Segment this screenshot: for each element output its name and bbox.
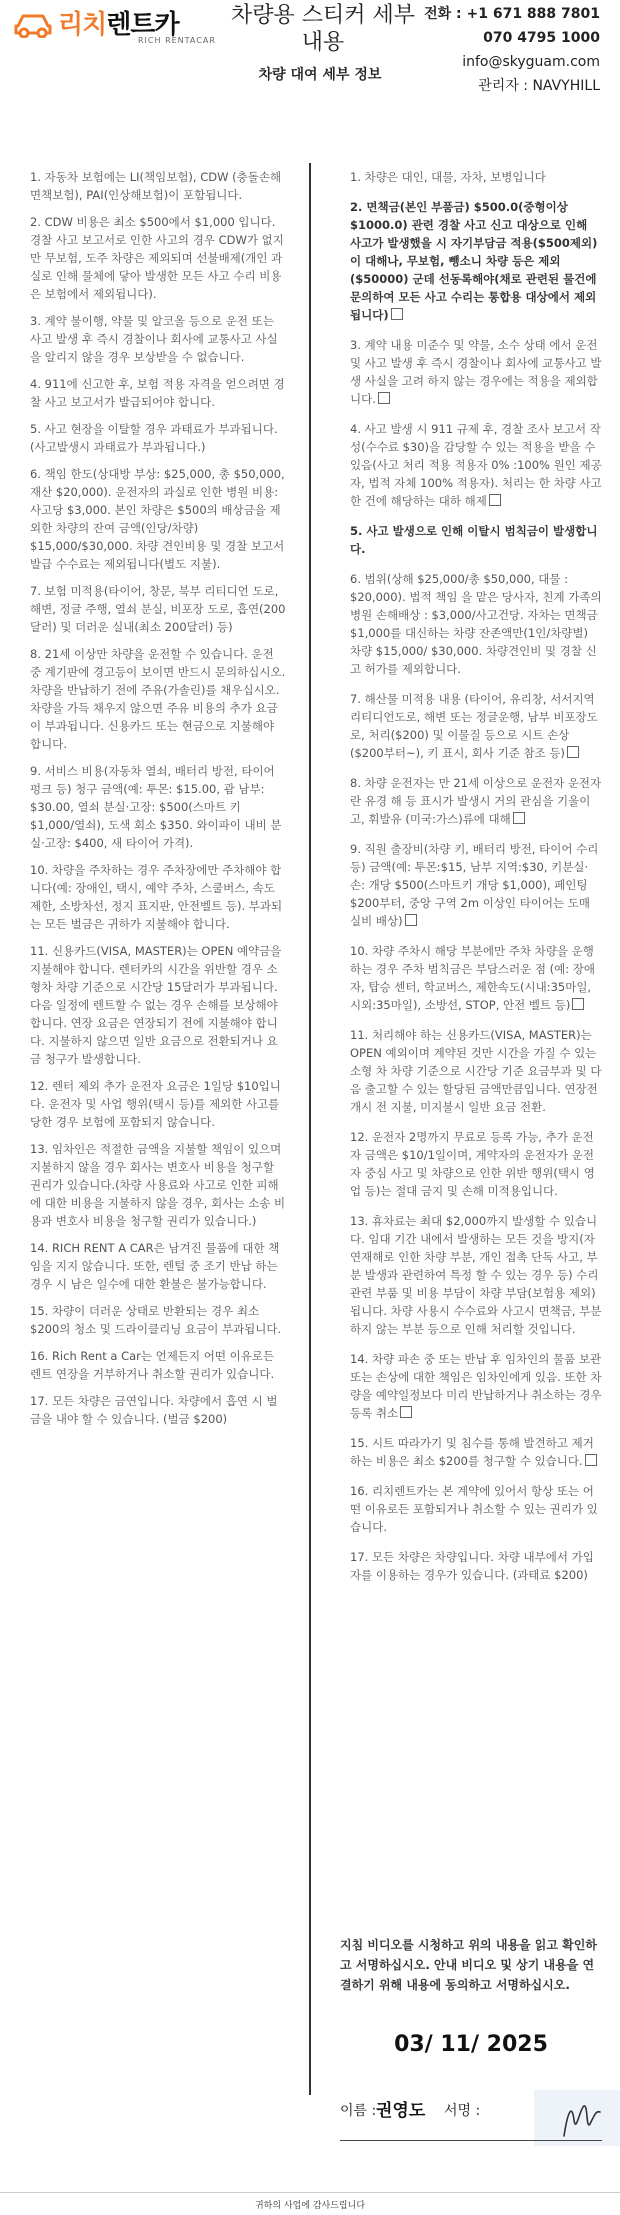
column-divider <box>309 163 311 2095</box>
footer-thanks: 귀하의 사업에 감사드립니다 <box>254 2201 366 2211</box>
checkbox[interactable] <box>489 494 501 506</box>
left-term: 15. 차량이 더러운 상태로 반환되는 경우 최소 $200의 청소 및 드라이클리닝 요금이 부과됩니다. <box>30 1304 282 1336</box>
name-label: 이름 : <box>340 2103 377 2119</box>
manager-label: 관리자 : NAVYHILL <box>478 78 600 94</box>
phone-number-secondary: 070 4795 1000 <box>483 30 600 46</box>
left-term: 10. 차량을 주차하는 경우 주차장에만 주차해야 합니다(예: 장애인, 택시, 예약 주차, 스쿨버스, 속도 제한, 소방차선, 정지 표지판, 안전벨트 등). 부과되는 모든 벌금은 귀하가 지불해야 합니다. <box>30 863 283 931</box>
checkbox[interactable] <box>400 1406 412 1418</box>
logo-subtext: RICH RENTACAR <box>138 36 216 45</box>
checkbox[interactable] <box>567 746 579 758</box>
left-term: 6. 책임 한도(상대방 부상: $25,000, 총 $50,000, 재산 $20,000). 운전자의 과실로 인한 병원 비용: 사고당 $3,000. 본인 차량은 $500의 배상금을 제외한 차량의 잔여 금액(인당/차량) $15,000/$30,000. 차량 견인비용 및 경찰 보고서 발급 수수료는 제외됩니다(별도 지불). <box>30 467 285 571</box>
terms-right-column <box>350 168 602 1596</box>
right-term: 3. 계약 내용 미준수 및 약물, 소수 상태 에서 운전 및 사고 발생 후 즉시 경찰이나 회사에 교통사고 발생 사실을 고려 하지 않는 경우에는 적용을 제외합니다. <box>350 338 602 406</box>
left-term: 1. 자동차 보험에는 LI(책임보험), CDW (충돌손해면책보험), PAI(인상해보험)이 포함됩니다. <box>30 170 282 202</box>
left-term: 12. 렌터 제외 추가 운전자 요금은 1일당 $10입니다. 운전자 및 사업 행위(택시 등)를 제외한 사고를 당한 경우 보험에 포함되지 않습니다. <box>30 1079 281 1129</box>
document-title: 차량용 스티커 세부 내용 <box>230 3 415 55</box>
left-term: 8. 21세 이상만 차량을 운전할 수 있습니다. 운전 중 계기판에 경고등이 보이면 반드시 문의하십시오. 차량을 반납하기 전에 주유(가솔린)를 채우십시오. 차량을 가득 채우지 않으면 주유 비용의 추가 요금이 부과됩니다. 신용카드 또는 현금으로 지불해야 합니다. <box>30 647 286 751</box>
right-term: 1. 차량은 대인, 대물, 자차, 보병입니다 <box>350 170 546 184</box>
left-term: 17. 모든 차량은 금연입니다. 차량에서 흡연 시 벌금을 내야 할 수 있습니다. (벌금 $200) <box>30 1394 278 1426</box>
checkbox[interactable] <box>572 998 584 1010</box>
document-subtitle: 차량 대여 세부 정보 <box>258 67 382 83</box>
signature-section <box>340 2090 620 2150</box>
document-header <box>0 0 620 94</box>
left-term: 11. 신용카드(VISA, MASTER)는 OPEN 예약금을 지불해야 합니다. 렌터카의 시간을 위반할 경우 소형차 차량 기준으로 시간당 15달러가 부과됩니다. 다음 일정에 렌트할 수 없는 경우 손해를 보상해야 합니다. 연장 요금은 연장되기 전에 지불해야 합니다. 지불하지 않으면 일반 요금으로 전환되거나 요금 청구가 발생합니다. <box>30 944 282 1066</box>
right-term: 11. 처리해야 하는 신용카드(VISA, MASTER)는 OPEN 예외이며 계약된 것만 시간을 가질 수 있는 소형 차 차량 기준으로 시간당 기준 요금부과 및 다음 출고할 수 있는 할당된 금액만큼입니다. 연장전 개시 전 지불, 미지불시 일반 요금 전환. <box>350 1028 602 1114</box>
footer-divider <box>0 2192 620 2193</box>
right-term: 10. 차량 주차시 해당 부분에만 주차 차량을 운행하는 경우 주차 범칙금은 부담스러운 점 (예: 장애자, 탑승 센터, 학교버스, 제한속도(시내:35마일, 시외:35마일), 소방선, STOP, 안전 벨트 등) <box>350 944 596 1012</box>
left-term: 14. RICH RENT A CAR은 남겨진 물품에 대한 책임을 지지 않습니다. 또한, 렌털 중 조기 반납 하는 경우 시 남은 일수에 대한 환불은 불가능합니다. <box>30 1241 280 1291</box>
right-term: 14. 차량 파손 중 또는 반납 후 임차인의 물품 보관 또는 손상에 대한 책임은 임차인에게 있음. 또한 차량을 예약일정보다 미리 반납하거나 취소하는 경우 등록 취소 <box>350 1352 602 1420</box>
signing-notice: 지침 비디오를 시청하고 위의 내용을 읽고 확인하고 서명하십시오. 안내 비디오 및 상기 내용을 연결하기 위해 내용에 동의하고 서명하십시오. <box>340 1938 597 1992</box>
terms-left-column <box>30 168 288 1437</box>
right-term: 5. 사고 발생으로 인해 이탈시 범칙금이 발생합니다. <box>350 524 598 556</box>
signing-date: 03/ 11/ 2025 <box>394 2032 548 2057</box>
right-term: 6. 범위(상해 $25,000/총 $50,000, 대물 : $20,000). 법적 책임 을 맡은 당사자, 친계 가족의 병원 손해배상 : $3,000/사고건당. 자차는 면책금 $1,000를 대신하는 차량 잔존액만(1인/차량별) 차량 $15,000/ $30,000. 차량견인비 및 경찰 신고 허가를 제외합니다. <box>350 572 602 676</box>
right-term: 15. 시트 따라가기 및 침수를 통해 발견하고 제거하는 비용은 최소 $200를 청구할 수 있습니다. <box>350 1434 602 1470</box>
left-term: 3. 계약 불이행, 약물 및 알코올 등으로 운전 또는 사고 발생 후 즉시 경찰이나 회사에 교통사고 사실을 알리지 않을 경우 보상받을 수 없습니다. <box>30 314 278 364</box>
email-address: info@skyguam.com <box>462 54 600 70</box>
left-term: 2. CDW 비용은 최소 $500에서 $1,000 입니다. 경찰 사고 보고서로 인한 사고의 경우 CDW가 없지만 무보험, 도주 차량은 제외되며 선불배제(개인 과실로 인해 물체에 닿아 발생한 모든 사고 수리 비용은 보험에서 제외됩니다). <box>30 215 284 301</box>
signature-pad[interactable] <box>534 2090 620 2146</box>
right-term: 4. 사고 발생 시 911 규제 후, 경찰 조사 보고서 작성(수수료 $30)을 감당할 수 있는 적용을 받을 수 있음(사고 처리 적용 적용자 0% :100% 원인 제공자, 법적 자체 100% 적용자). 처리는 한 차량 사고 한 건에 해당하는 대하 해제 <box>350 422 602 508</box>
logo-wordmark: 리치렌트카 <box>58 10 179 40</box>
right-term: 7. 해산물 미적용 내용 (타이어, 유리창, 서서지역 리티디언도로, 해변 또는 정글운행, 남부 비포장도로, 처리($200) 및 이물질 등으로 시트 손상 ($200부터~), 키 표시, 회사 기준 참조 등) <box>350 692 598 760</box>
checkbox[interactable] <box>513 812 525 824</box>
signature-scribble <box>534 2090 620 2146</box>
phone-number: 전화 : +1 671 888 7801 <box>424 6 600 22</box>
right-term: 12. 운전자 2명까지 무료로 등록 가능, 추가 운전자 금액은 $10/1일이며, 계약자의 운전자가 운전자 중심 사고 및 차량으로 인한 위반 행위(택시 영업 등)는 절대 금지 및 손해 미적용입니다. <box>350 1130 595 1198</box>
contact-info <box>410 2 600 98</box>
signature-underline <box>340 2140 602 2141</box>
signature-label: 서명 : <box>444 2103 481 2119</box>
rich-rentacar-logo <box>14 4 224 48</box>
right-term: 8. 차량 운전자는 만 21세 이상으로 운전자 운전자 란 유경 해 등 표시가 발생시 거의 관심을 기울이고, 휘발유 (미국:가스)류에 대해 <box>350 776 602 826</box>
checkbox[interactable] <box>391 308 403 320</box>
checkbox[interactable] <box>405 914 417 926</box>
right-term: 9. 직원 출장비(차량 키, 배터리 방전, 타이어 수리 등) 금액(예: 투몬:$15, 남부 지역:$30, 키분실·손: 개당 $500(스마트키 개당 $1,000), 페인팅 $200부터, 중앙 구역 2m 이상인 타이어는 도매 실비 배상) <box>350 842 599 928</box>
left-term: 9. 서비스 비용(자동차 열쇠, 배터리 방전, 타이어 펑크 등) 청구 금액(예: 투몬: $15.00, 괌 남부: $30.00, 열쇠 분실·고장: $500(스마트 키 $1,000/열쇠), 도색 회소 $350. 와이파이 내비 분실·고장: $400, 새 타이어 가격). <box>30 764 282 850</box>
left-term: 13. 임차인은 적절한 금액을 지불할 책임이 있으며 지불하지 않을 경우 회사는 변호사 비용을 청구할 권리가 있습니다.(차량 사용료와 사고로 인한 피해에 대한 비용을 지불하지 않을 경우, 회사는 소송 비용과 변호사 비용을 청구할 권리가 있습니다.) <box>30 1142 286 1228</box>
right-term: 2. 면책금(본인 부품금) $500.0(중형이상 $1000.0) 관련 경찰 사고 신고 대상으로 인해 사고가 발생했을 시 자기부담금 적용($500제외) 이 대해나, 무보험, 뺑소니 차량 등은 제외($50000) 군데 선동록해야(채로 관련된 물건에 문의하여 모든 사고 수리는 통합용 대상에서 제외됩니다) <box>350 200 598 322</box>
left-term: 16. Rich Rent a Car는 언제든지 어떤 이유로든 렌트 연장을 거부하거나 취소할 권리가 있습니다. <box>30 1349 275 1381</box>
left-term: 7. 보험 미적용(타이어, 창문, 북부 리티디언 도로, 해변, 정글 주행, 열쇠 분실, 비포장 도로, 흡연(200달러) 및 더러운 실내(최소 200달러) 등) <box>30 584 286 634</box>
signer-name[interactable]: 권영도 <box>376 2101 426 2121</box>
left-term: 4. 911에 신고한 후, 보험 적용 자격을 얻으려면 경찰 사고 보고서가 발급되어야 합니다. <box>30 377 285 409</box>
checkbox[interactable] <box>585 1454 597 1466</box>
checkbox[interactable] <box>378 392 390 404</box>
car-icon <box>14 8 52 38</box>
left-term: 5. 사고 현장을 이탈할 경우 과태료가 부과됩니다.(사고발생시 과태료가 부과됩니다.) <box>30 422 278 454</box>
right-term: 16. 리치렌트카는 본 계약에 있어서 항상 또는 어떤 이유로든 포함되거나 취소할 수 있는 권리가 있습니다. <box>350 1484 598 1534</box>
right-term: 17. 모든 차량은 차량입니다. 차량 내부에서 가입자를 이용하는 경우가 있습니다. (과태료 $200) <box>350 1550 594 1582</box>
right-term: 13. 휴차료는 최대 $2,000까지 발생할 수 있습니다. 임대 기간 내에서 발생하는 모든 것을 방지(자연재해로 인한 차량 부분, 개인 접촉 단독 사고, 부분 발생과 관련하여 특정 할 수 있는 경우 등) 수리 관련 부품 및 비용 부담이 차량 부담(보험용 제외)됩니다. 차량 사용시 수수료와 사고시 면책금, 부분하지 않는 부분 등으로 인해 처리할 것입니다. <box>350 1214 602 1336</box>
